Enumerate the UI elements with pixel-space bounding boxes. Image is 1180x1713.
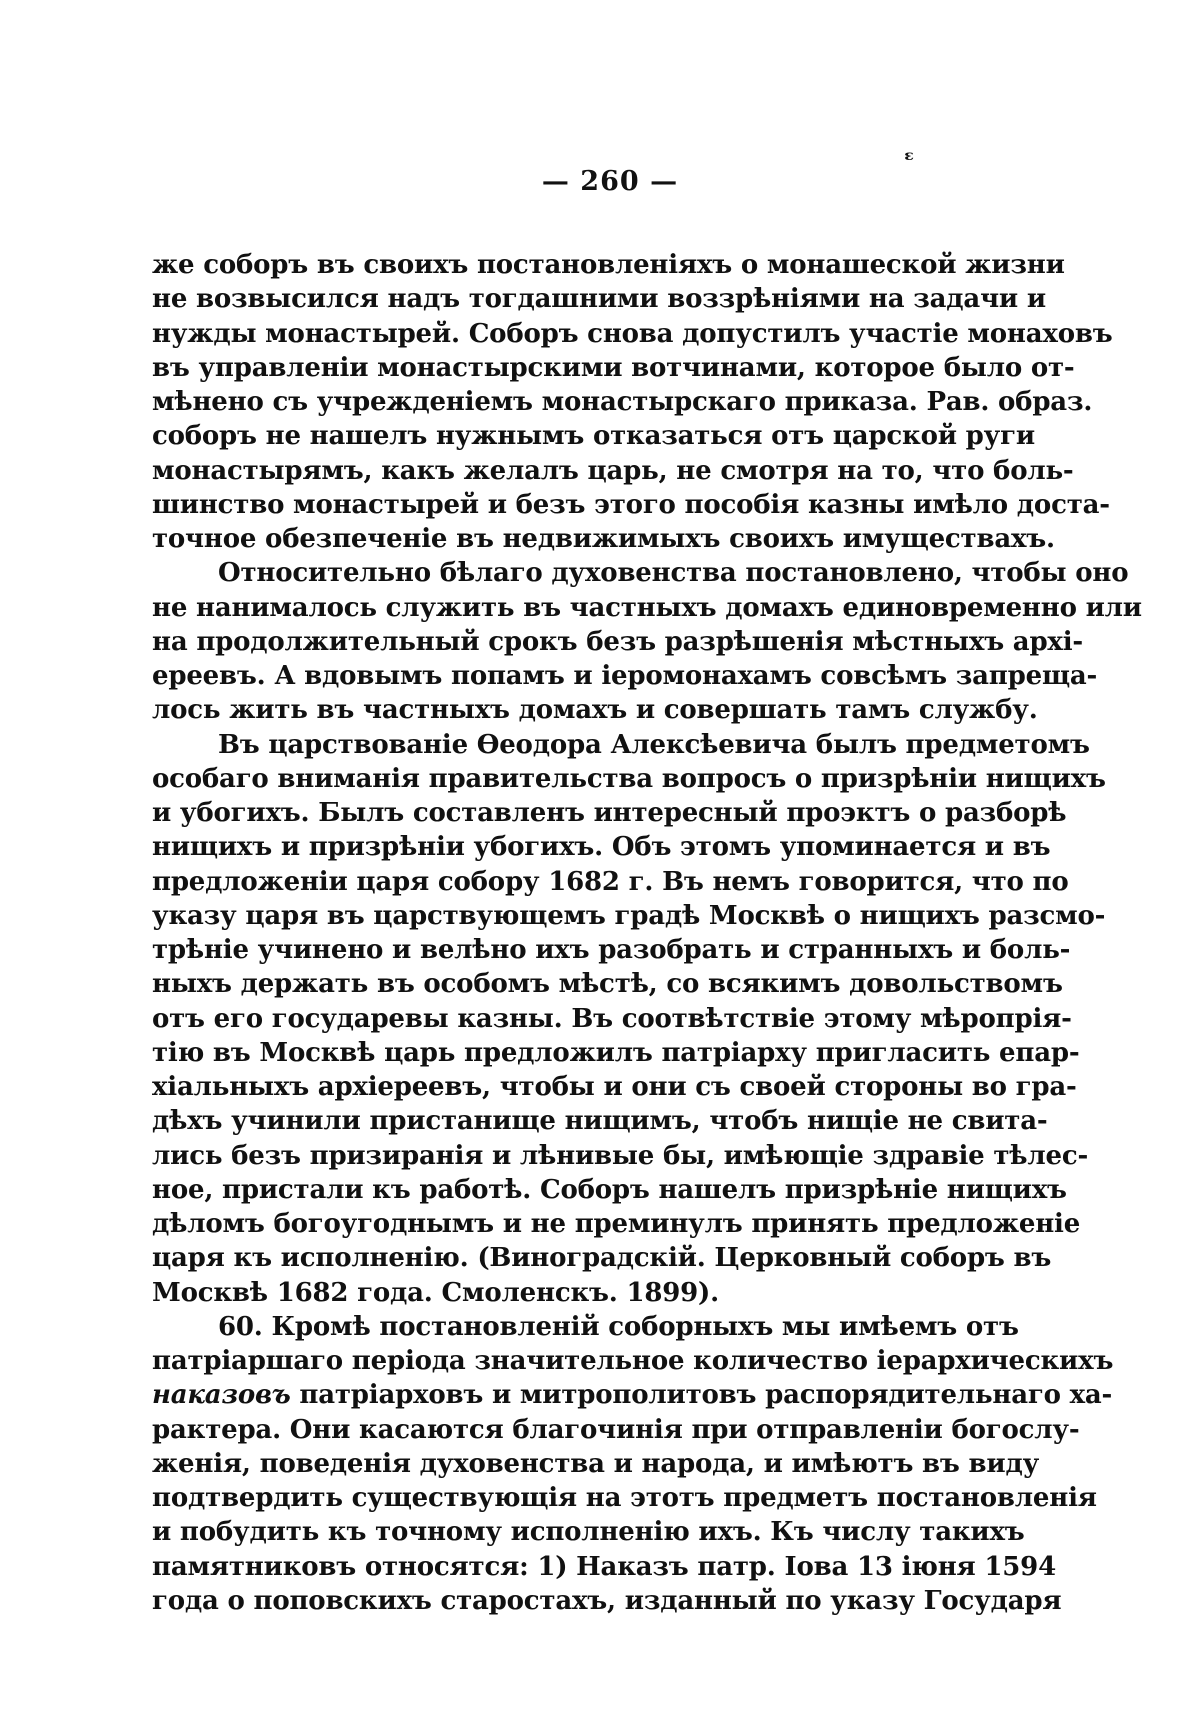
text-line: рактера. Они касаются благочинія при отправленіи богослу-: [152, 1414, 1080, 1445]
text-line: и побудить къ точному исполненію ихъ. Къ числу такихъ: [152, 1517, 1025, 1548]
paragraph-start-line: 60. Кромѣ постановленій соборныхъ мы имѣемъ отъ: [218, 1311, 1019, 1342]
text-line: памятниковъ относятся: 1) Наказъ патр. Іова 13 іюня 1594: [152, 1551, 1056, 1582]
text-line: подтвердить существующія на этотъ предметъ постановленія: [152, 1483, 1097, 1513]
text-line: ереевъ. А вдовымъ попамъ и іеромонахамъ совсѣмъ запреща-: [152, 661, 1098, 691]
text-line: лись безъ призиранія и лѣнивые бы, имѣющіе здравіе тѣлес-: [152, 1140, 1089, 1171]
text-line: соборъ не нашелъ нужнымъ отказаться отъ царской руги: [152, 421, 1035, 452]
text-line: монастырямъ, какъ желалъ царь, не смотря на то, что боль-: [152, 455, 1074, 486]
line-remainder: патріарховъ и митрополитовъ распорядительнаго ха-: [290, 1380, 1113, 1411]
text-line: ное, пристали къ работѣ. Соборъ нашелъ призрѣніе нищихъ: [152, 1174, 1067, 1205]
text-line: царя къ исполненію. (Виноградскій. Церковный соборъ въ: [152, 1243, 1052, 1274]
text-line: дѣломъ богоугоднымъ и не преминулъ принять предложеніе: [152, 1209, 1081, 1239]
text-line: указу царя въ царствующемъ градѣ Москвѣ о нищихъ разсмо-: [152, 900, 1106, 931]
body-text: [152, 248, 1142, 1618]
paragraph-start-line: Относительно бѣлаго духовенства постановлено, чтобы оно: [218, 558, 1129, 589]
text-line: трѣніе учинено и велѣно ихъ разобрать и странныхъ и боль-: [152, 935, 1071, 965]
text-line: на продолжительный срокъ безъ разрѣшенія мѣстныхъ архі-: [152, 626, 1084, 657]
text-line: шинство монастырей и безъ этого пособія казны имѣло доста-: [152, 489, 1110, 520]
text-line: нищихъ и призрѣніи убогихъ. Объ этомъ упоминается и въ: [152, 832, 1051, 863]
text-line: хіальныхъ архіереевъ, чтобы и они съ своей стороны во гра-: [152, 1072, 1077, 1102]
text-line: нужды монастырей. Соборъ снова допустилъ участіе монаховъ: [152, 318, 1113, 349]
text-line: предложеніи царя собору 1682 г. Въ немъ говорится, что по: [152, 866, 1069, 897]
text-line: особаго вниманія правительства вопросъ о призрѣніи нищихъ: [152, 763, 1106, 794]
text-line: женія, поведенія духовенства и народа, и имѣютъ въ виду: [152, 1448, 1040, 1479]
text-line: патріаршаго періода значительное количество іерархическихъ: [152, 1346, 1114, 1376]
text-line: отъ его государевы казны. Въ соотвѣтствіе этому мѣропрія-: [152, 1003, 1072, 1034]
text-line: не нанималось служить въ частныхъ домахъ единовременно или: [152, 592, 1142, 623]
text-line: не возвысился надъ тогдашними воззрѣніями на задачи и: [152, 284, 1046, 315]
text-line: въ управленіи монастырскими вотчинами, которое было от-: [152, 352, 1075, 383]
text-line: Москвѣ 1682 года. Смоленскъ. 1899).: [152, 1277, 719, 1308]
paragraph-start-line: Въ царствованіе Ѳеодора Алексѣевича былъ предметомъ: [218, 729, 1090, 760]
italic-term: наказовъ: [152, 1380, 291, 1411]
text-line: дѣхъ учинили пристанище нищимъ, чтобъ нищіе не свита-: [152, 1106, 1048, 1137]
page-number: — 260 —: [541, 166, 679, 197]
stray-ink-mark: ᵋ: [904, 146, 915, 176]
text-line: мѣнено съ учрежденіемъ монастырскаго приказа. Рав. образ.: [152, 387, 1093, 417]
text-line: [152, 1378, 1113, 1412]
text-line: точное обезпеченіе въ недвижимыхъ своихъ имуществахъ.: [152, 524, 1055, 554]
text-line: лось жить въ частныхъ домахъ и совершать тамъ службу.: [152, 695, 1038, 726]
text-line: же соборъ въ своихъ постановленіяхъ о монашеской жизни: [152, 250, 1065, 280]
text-line: года о поповскихъ старостахъ, изданный по указу Государя: [152, 1585, 1062, 1616]
text-line: и убогихъ. Былъ составленъ интересный проэктъ о разборѣ: [152, 798, 1067, 828]
text-line: ныхъ держать въ особомъ мѣстѣ, со всякимъ довольствомъ: [152, 969, 1063, 1000]
text-line: тію въ Москвѣ царь предложилъ патріарху пригласить епар-: [152, 1037, 1080, 1068]
